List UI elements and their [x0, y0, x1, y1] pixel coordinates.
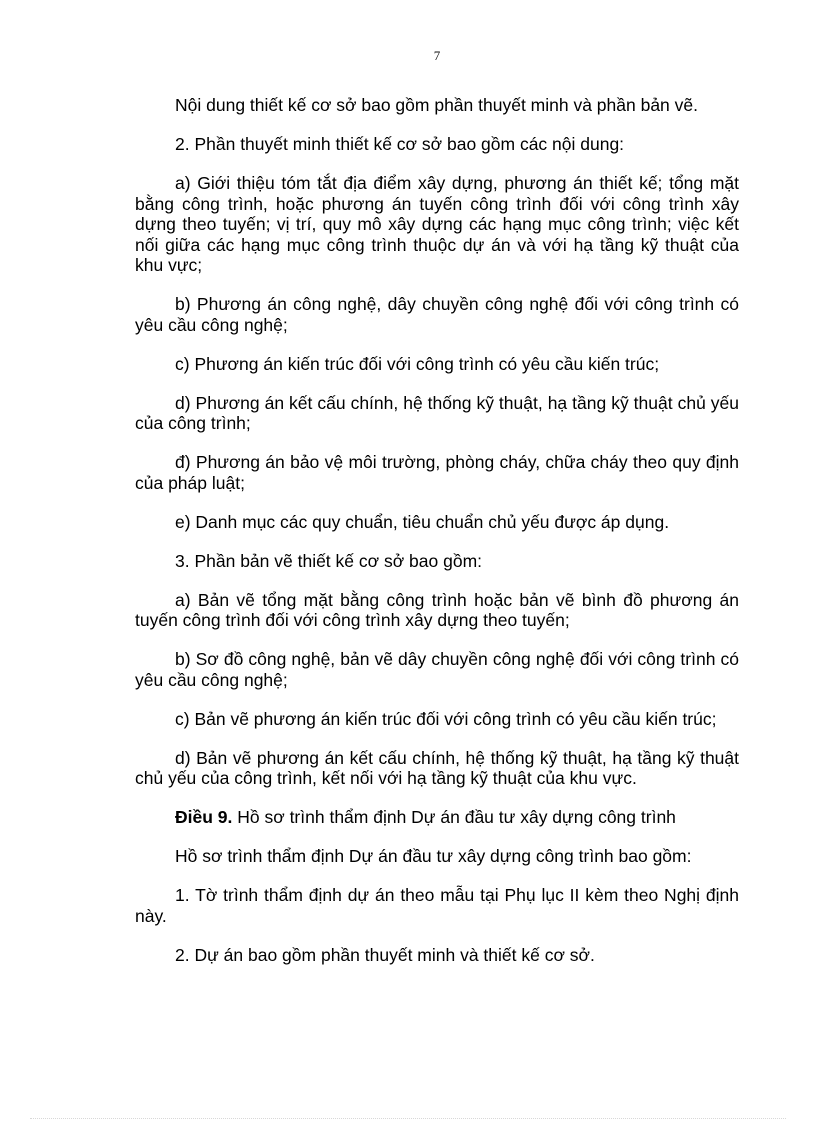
- list-item: c) Bản vẽ phương án kiến trúc đối với công trình có yêu cầu kiến trúc;: [175, 708, 717, 729]
- list-item: đ) Phương án bảo vệ môi trường, phòng cháy, chữa cháy theo quy định của pháp luật;: [135, 452, 739, 493]
- article-heading: [135, 807, 739, 828]
- paragraph: Hồ sơ trình thẩm định Dự án đầu tư xây dựng công trình bao gồm:: [175, 846, 692, 866]
- list-item: c) Phương án kiến trúc đối với công trình có yêu cầu kiến trúc;: [175, 353, 660, 374]
- list-item: b) Phương án công nghệ, dây chuyền công nghệ đối với công trình có yêu cầu công nghệ;: [135, 294, 739, 335]
- page-bottom-divider: [30, 1118, 786, 1119]
- document-body: [135, 95, 739, 984]
- list-item: e) Danh mục các quy chuẩn, tiêu chuẩn chủ yếu được áp dụng.: [175, 511, 670, 532]
- article-title: Hồ sơ trình thẩm định Dự án đầu tư xây dựng công trình: [232, 807, 676, 827]
- list-item: d) Phương án kết cấu chính, hệ thống kỹ thuật, hạ tầng kỹ thuật chủ yếu của công trình;: [135, 392, 739, 433]
- section-heading: 3. Phần bản vẽ thiết kế cơ sở bao gồm:: [175, 550, 483, 571]
- list-item: d) Bản vẽ phương án kết cấu chính, hệ thống kỹ thuật, hạ tầng kỹ thuật chủ yếu của công trình, kết nối với hạ tầng kỹ thuật của khu vực.: [135, 747, 739, 788]
- page-number: 7: [433, 48, 441, 63]
- list-item: a) Giới thiệu tóm tắt địa điểm xây dựng, phương án thiết kế; tổng mặt bằng công trình, hoặc phương án tuyến công trình đối với công trình xây dựng theo tuyến; vị trí, quy mô xây dựng các hạng mục công trình; việc kết nối giữa các hạng mục công trình thuộc dự án và với hạ tầng kỹ thuật của khu vực;: [135, 173, 739, 275]
- list-item: 2. Dự án bao gồm phần thuyết minh và thiết kế cơ sở.: [175, 944, 595, 965]
- article-label: Điều 9.: [175, 807, 233, 827]
- section-heading: 2. Phần thuyết minh thiết kế cơ sở bao gồm các nội dung:: [175, 134, 625, 154]
- paragraph: Nội dung thiết kế cơ sở bao gồm phần thuyết minh và phần bản vẽ.: [175, 95, 699, 115]
- list-item: 1. Tờ trình thẩm định dự án theo mẫu tại Phụ lục II kèm theo Nghị định này.: [135, 885, 739, 926]
- list-item: a) Bản vẽ tổng mặt bằng công trình hoặc bản vẽ bình đồ phương án tuyến công trình đối với công trình xây dựng theo tuyến;: [135, 589, 739, 630]
- list-item: b) Sơ đồ công nghệ, bản vẽ dây chuyền công nghệ đối với công trình có yêu cầu công nghệ;: [135, 649, 739, 690]
